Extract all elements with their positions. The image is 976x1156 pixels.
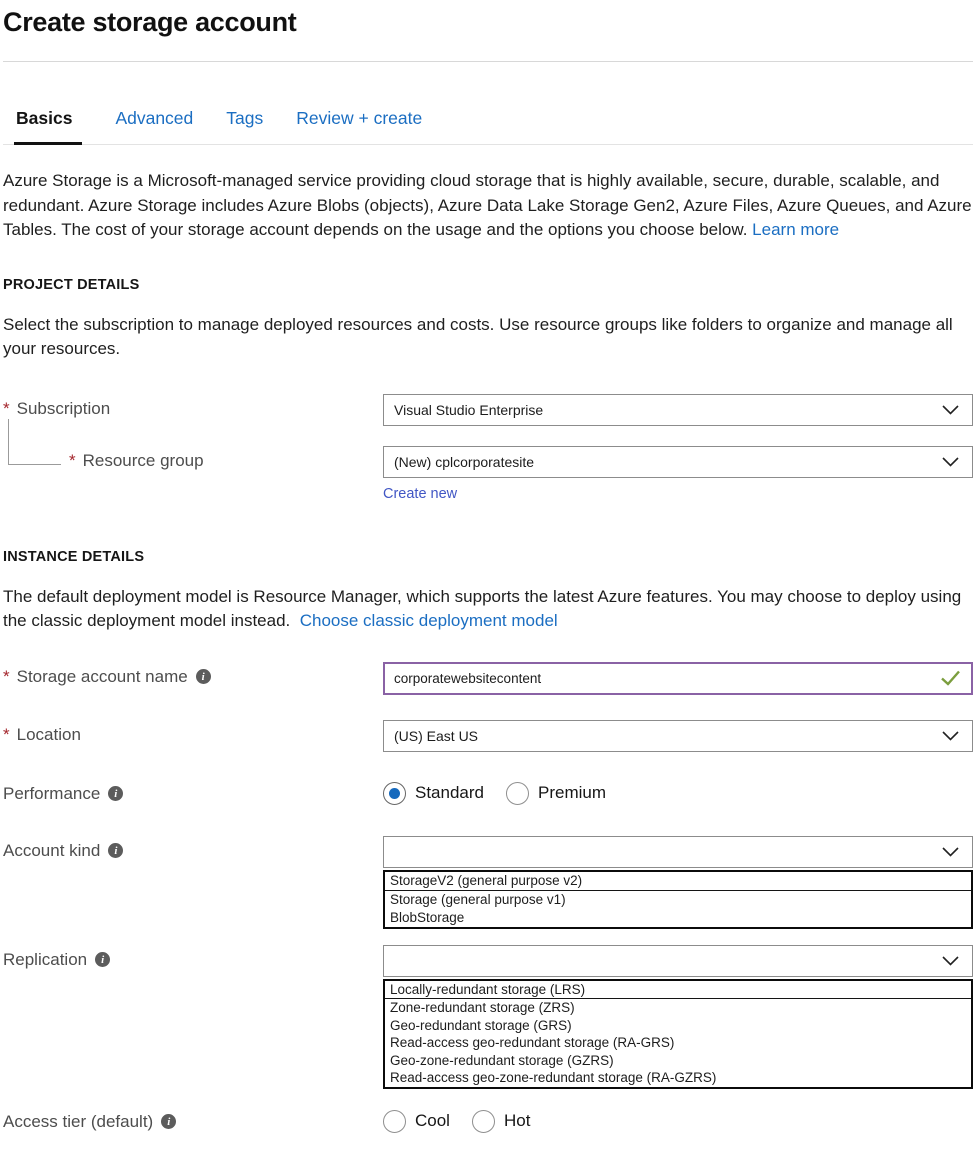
create-new-link[interactable]: Create new <box>383 485 458 502</box>
replication-dropdown-list <box>383 979 973 1089</box>
resource-group-label: * Resource group <box>69 450 204 470</box>
radio-circle <box>506 782 529 805</box>
valid-check-icon <box>941 671 960 686</box>
performance-label: Performance i <box>3 779 383 804</box>
option-zrs[interactable]: Zone-redundant storage (ZRS) <box>390 1000 575 1015</box>
radio-circle <box>383 1110 406 1133</box>
required-asterisk: * <box>3 724 10 744</box>
tab-tags[interactable]: Tags <box>226 108 264 128</box>
radio-circle <box>472 1110 495 1133</box>
create-storage-account-page <box>0 7 976 1133</box>
chevron-down-icon <box>942 731 959 741</box>
option-ra-grs[interactable]: Read-access geo-redundant storage (RA-GRS) <box>390 1035 675 1050</box>
subscription-value: Visual Studio Enterprise <box>394 401 544 418</box>
location-select[interactable] <box>383 720 973 752</box>
subscription-select[interactable] <box>383 394 973 426</box>
title-divider <box>3 61 973 62</box>
chevron-down-icon <box>942 956 959 966</box>
chevron-down-icon <box>942 457 959 467</box>
choose-classic-deployment-link[interactable]: Choose classic deployment model <box>299 611 558 630</box>
info-icon[interactable]: i <box>95 952 110 967</box>
performance-row <box>3 779 973 805</box>
option-gzrs[interactable]: Geo-zone-redundant storage (GZRS) <box>390 1052 614 1068</box>
hierarchy-connector-line <box>8 419 61 465</box>
option-storagev2[interactable]: StorageV2 (general purpose v2) <box>385 872 971 891</box>
resource-group-select[interactable] <box>383 446 973 478</box>
option-storage-v1[interactable]: Storage (general purpose v1) <box>390 891 566 907</box>
access-tier-radio-group <box>383 1107 973 1133</box>
option-ra-gzrs[interactable]: Read-access geo-zone-redundant storage (RA-GZRS) <box>390 1070 717 1085</box>
radio-premium[interactable]: Premium <box>506 782 606 805</box>
replication-select[interactable] <box>383 945 973 977</box>
storage-account-name-label: * Storage account name i <box>3 662 383 687</box>
account-kind-row <box>3 836 973 929</box>
required-asterisk: * <box>3 666 10 686</box>
tab-basics[interactable]: Basics <box>14 108 82 145</box>
tab-advanced[interactable]: Advanced <box>115 108 194 128</box>
storage-account-name-value: corporatewebsitecontent <box>394 670 542 686</box>
resource-group-row <box>3 446 973 503</box>
radio-standard[interactable]: Standard <box>383 782 484 805</box>
subscription-label: * Subscription <box>3 398 111 418</box>
required-asterisk: * <box>3 398 10 418</box>
project-details-description: Select the subscription to manage deployed resources and costs. Use resource groups like folders to organize and manage all your resources. <box>3 314 953 358</box>
instance-details-heading: INSTANCE DETAILS <box>3 548 145 565</box>
info-icon[interactable]: i <box>161 1114 176 1129</box>
performance-radio-group <box>383 779 973 805</box>
info-icon[interactable]: i <box>196 669 211 684</box>
page-title: Create storage account <box>3 7 297 37</box>
info-icon[interactable]: i <box>108 843 123 858</box>
chevron-down-icon <box>942 405 959 415</box>
storage-account-name-input[interactable] <box>383 662 973 695</box>
location-label: * Location <box>3 724 81 744</box>
location-value: (US) East US <box>394 727 479 744</box>
account-kind-dropdown-list <box>383 870 973 929</box>
subscription-row <box>3 394 973 426</box>
option-lrs[interactable]: Locally-redundant storage (LRS) <box>385 981 971 1000</box>
storage-account-name-row <box>3 662 973 695</box>
project-details-heading: PROJECT DETAILS <box>3 276 140 293</box>
account-kind-label: Account kind i <box>3 836 383 861</box>
intro-paragraph <box>3 169 973 243</box>
tab-review-create[interactable]: Review + create <box>296 108 423 128</box>
access-tier-label: Access tier (default) i <box>3 1107 383 1132</box>
replication-row <box>3 945 973 1089</box>
tab-bar <box>3 108 973 145</box>
chevron-down-icon <box>942 847 959 857</box>
intro-text: Azure Storage is a Microsoft-managed service providing cloud storage that is highly available, secure, durable, scalable, and redundant. Azure Storage includes Azure Blobs (objects), Azure Data Lake Storage Gen2, Azure Files, Azure Queues, and Azure Tables. The cost of your storage account depends on the usage and the options you choose below. <box>3 171 972 239</box>
radio-hot[interactable]: Hot <box>472 1110 530 1133</box>
option-grs[interactable]: Geo-redundant storage (GRS) <box>390 1017 572 1033</box>
required-asterisk: * <box>69 450 76 470</box>
instance-details-description: The default deployment model is Resource Manager, which supports the latest Azure features. You may choose to deploy using the classic deployment model instead. Choose classic deployment model <box>3 586 962 630</box>
info-icon[interactable]: i <box>108 786 123 801</box>
resource-group-value: (New) cplcorporatesite <box>394 453 535 470</box>
replication-label: Replication i <box>3 945 383 970</box>
access-tier-row <box>3 1107 973 1133</box>
account-kind-select[interactable] <box>383 836 973 868</box>
option-blobstorage[interactable]: BlobStorage <box>390 909 465 925</box>
radio-cool[interactable]: Cool <box>383 1110 450 1133</box>
radio-circle <box>383 782 406 805</box>
location-row <box>3 720 973 752</box>
learn-more-link[interactable]: Learn more <box>752 220 840 239</box>
